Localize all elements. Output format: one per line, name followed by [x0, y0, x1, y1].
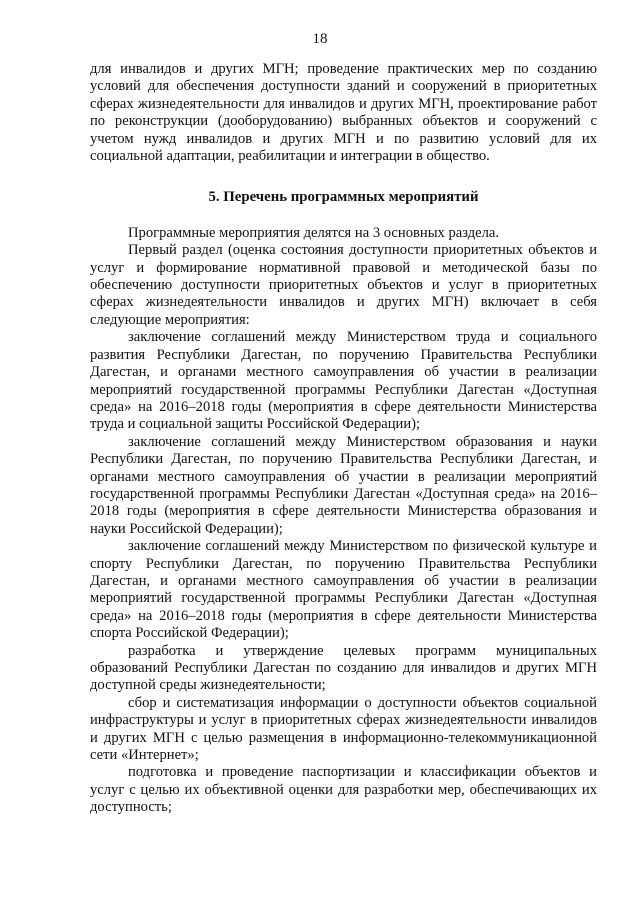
page-number: 18	[312, 31, 328, 47]
document-body	[90, 61, 597, 817]
body-paragraph: Первый раздел (оценка состояния доступности приоритетных объектов и услуг и формирование нормативной правовой и методической базы по обеспечению доступности приоритетных объектов и услуг в приоритетных сферах жизнедеятельности инвалидов и других МГН) включает в себя следующие мероприятия:	[90, 242, 597, 328]
list-item: заключение соглашений между Министерством по физической культуре и спорту Республики Дагестан, по поручению Правительства Республики Дагестан, и органами местного самоуправления об участии в реализации мероприятий государственной программы Республики Дагестан «Доступная среда» на 2016–2018 годы (мероприятия в сфере деятельности Министерства спорта Российской Федерации);	[90, 538, 597, 642]
list-item: разработка и утверждение целевых программ муниципальных образований Республики Дагестан по созданию для инвалидов и других МГН доступной среды жизнедеятельности;	[90, 642, 597, 694]
section-title: 5. Перечень программных мероприятий	[208, 189, 479, 206]
list-item: подготовка и проведение паспортизации и классификации объектов и услуг с целью их объективной оценки для разработки мер, обеспечивающих их доступность;	[90, 764, 597, 816]
body-paragraph: Программные мероприятия делятся на 3 основных раздела.	[128, 224, 500, 241]
intro-paragraph: для инвалидов и других МГН; проведение практических мер по созданию условий для обеспечения доступности зданий и сооружений в приоритетных сферах жизнедеятельности для инвалидов и других МГН, проектирование работ по реконструкции (дооборудованию) выбранных объектов и сооружений с учетом нужд инвалидов и других МГН и по развитию условий для их социальной адаптации, реабилитации и интеграции в общество.	[90, 61, 597, 165]
list-item: заключение соглашений между Министерством образования и науки Республики Дагестан, по поручению Правительства Республики Дагестан, и органами местного самоуправления об участии в реализации мероприятий государственной программы Республики Дагестан «Доступная среда» на 2016–2018 годы (мероприятия в сфере деятельности Министерства образования и науки Российской Федерации);	[90, 433, 597, 537]
list-item: заключение соглашений между Министерством труда и социального развития Республики Дагестан, по поручению Правительства Республики Дагестан, и органами местного самоуправления об участии в реализации мероприятий государственной программы Республики Дагестан «Доступная среда» на 2016–2018 годы (мероприятия в сфере деятельности Министерства труда и социальной защиты Российской Федерации);	[90, 329, 597, 433]
list-item: сбор и систематизация информации о доступности объектов социальной инфраструктуры и услуг в приоритетных сферах жизнедеятельности инвалидов и других МГН с целью размещения в информационно-телекоммуникационной сети «Интернет»;	[90, 694, 597, 764]
